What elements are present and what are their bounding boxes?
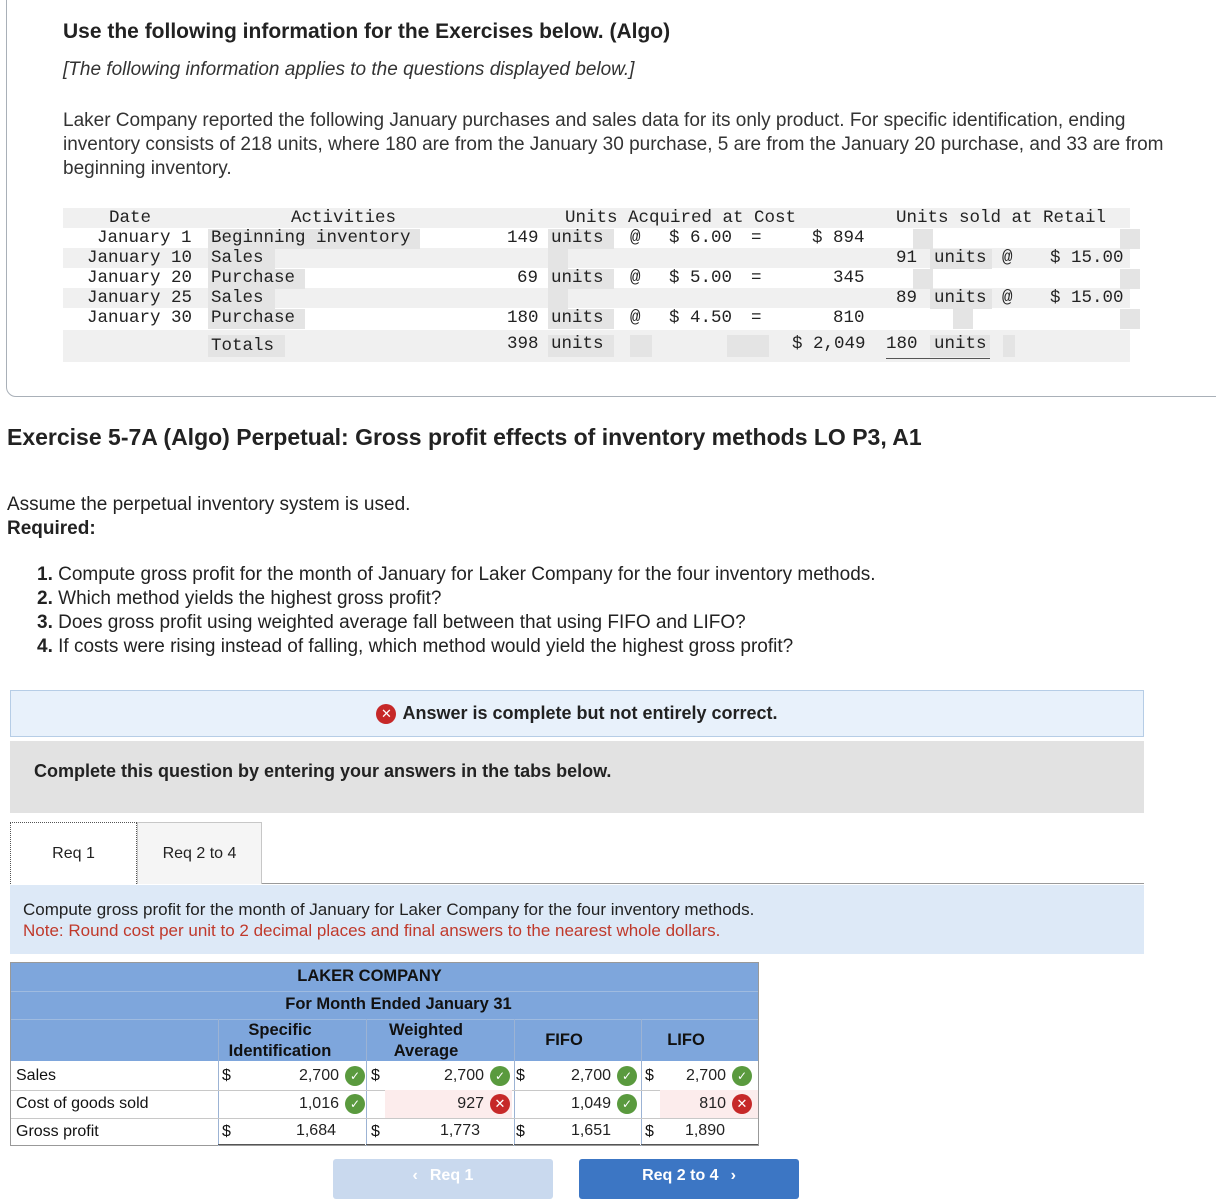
currency-sign: $ [516,1123,525,1140]
activity-cell: Sales [211,248,264,268]
col-fifo: FIFO [545,1031,583,1049]
row-label-sales: Sales [16,1067,57,1084]
at-sign: @ [1002,248,1013,268]
col-lifo: LIFO [667,1031,705,1049]
retail-cell: $ 15.00 [1050,288,1124,308]
info-intro: Laker Company reported the following January purchases and sales data for its only product. For specific identification, ending inventory consists of 218 units, where 180 are from the January 30 purchase, 5 are from the January 20 purchase, and 33 are from beginning inventory. [63,110,1164,179]
header-units-acquired: Units Acquired at Cost [565,208,797,228]
requirement-item: 4. If costs were rising instead of falling, which method would yield the highest gross profit? [37,636,794,657]
at-sign: @ [630,228,641,248]
retail-cell: $ 15.00 [1050,248,1124,268]
requirement-item: 3. Does gross profit using weighted average fall between that using FIFO and LIFO? [37,612,746,633]
date-cell: January 25 [87,288,193,308]
currency-sign: $ [222,1123,231,1140]
units-cell: 149 [507,228,539,248]
check-icon: ✓ [617,1066,637,1086]
totals-total: $ 2,049 [792,334,866,354]
tab-label: Req 2 to 4 [162,844,237,862]
check-icon: ✓ [490,1066,510,1086]
cogs-specific-input[interactable]: 1,016 ✓ [241,1093,365,1115]
currency-sign: $ [645,1067,654,1084]
gp-fifo-value: 1,651 [570,1122,611,1139]
next-req-label: Req 2 to 4 [642,1167,719,1184]
cost-cell: $ 4.50 [669,308,733,328]
period-label: For Month Ended January 31 [285,995,512,1013]
currency-sign: $ [371,1123,380,1140]
activity-cell: Purchase [211,308,296,328]
exercise-title: Exercise 5-7A (Algo) Perpetual: Gross profit effects of inventory methods LO P3, A1 [7,424,922,450]
sales-weighted-input[interactable]: 2,700 ✓ [386,1065,510,1087]
currency-sign: $ [371,1067,380,1084]
equals-sign: = [751,308,762,328]
units-label: units [551,268,604,288]
check-icon: ✓ [345,1094,365,1114]
currency-sign: $ [222,1067,231,1084]
chevron-right-icon: › [730,1167,736,1184]
compute-text: Compute gross profit for the month of January for Laker Company for the four inventory methods. [23,900,755,919]
info-title: Use the following information for the Exercises below. (Algo) [63,20,671,43]
equals-sign: = [751,228,762,248]
cogs-lifo-input[interactable]: 810 ✕ [657,1093,752,1115]
sold-units-cell: 91 [896,248,918,268]
tab-req-2-to-4[interactable] [137,822,262,884]
sales-fifo-input[interactable]: 2,700 ✓ [531,1065,637,1087]
units-cell: 69 [517,268,539,288]
sold-units-label: units [934,248,987,268]
x-circle-icon: ✕ [490,1094,510,1114]
header-date: Date [109,208,152,228]
next-req-button[interactable] [579,1159,799,1199]
gp-specific-value: 1,684 [295,1122,336,1139]
check-icon: ✓ [732,1066,752,1086]
currency-sign: $ [645,1123,654,1140]
date-cell: January 10 [87,248,193,268]
equals-sign: = [751,268,762,288]
cost-cell: $ 6.00 [669,228,733,248]
units-label: units [551,308,604,328]
totals-sold-units: 180 [886,334,918,354]
chevron-left-icon: ‹ [412,1167,418,1184]
requirement-item: 2. Which method yields the highest gross profit? [37,588,442,609]
at-sign: @ [1002,288,1013,308]
assume-text: Assume the perpetual inventory system is used. [7,494,411,515]
activity-cell: Sales [211,288,264,308]
info-subtitle: [The following information applies to the questions displayed below.] [63,59,635,80]
totals-label: Totals [211,336,275,356]
instructions-box [10,741,1144,813]
cost-cell: $ 5.00 [669,268,733,288]
sales-specific-input[interactable]: 2,700 ✓ [241,1065,365,1087]
sold-units-label: units [934,288,987,308]
totals-units: 398 [507,334,539,354]
x-circle-icon: ✕ [732,1094,752,1114]
totals-sold-label: units [934,334,987,354]
company-name: LAKER COMPANY [297,967,442,985]
date-cell: January 20 [87,268,193,288]
totals-units-label: units [551,334,604,354]
gp-lifo-value: 1,890 [684,1122,725,1139]
gp-weighted-value: 1,773 [439,1122,480,1139]
answer-status-text: Answer is complete but not entirely correct. [402,703,778,723]
col-specific-identification: Specific Identification [228,1021,332,1060]
col-weighted-average: Weighted Average [389,1021,463,1060]
check-icon: ✓ [617,1094,637,1114]
units-label: units [551,228,604,248]
required-label: Required: [7,518,96,539]
sales-lifo-input[interactable]: 2,700 ✓ [657,1065,752,1087]
compute-note: Note: Round cost per unit to 2 decimal places and final answers to the nearest whole dollars. [23,921,721,940]
instructions-text: Complete this question by entering your answers in the tabs below. [34,761,612,781]
header-activities: Activities [291,208,397,228]
total-cell: $ 894 [812,228,865,248]
sold-units-cell: 89 [896,288,918,308]
currency-sign: $ [516,1067,525,1084]
at-sign: @ [630,308,641,328]
compute-instructions [10,885,1144,954]
prev-req-label: Req 1 [429,1167,474,1184]
at-sign: @ [630,268,641,288]
units-cell: 180 [507,308,539,328]
answer-status-banner [10,690,1144,737]
cogs-fifo-input[interactable]: 1,049 ✓ [531,1093,637,1115]
cogs-weighted-input[interactable]: 927 ✕ [386,1093,510,1115]
total-cell: 810 [833,308,865,328]
header-units-sold: Units sold at Retail [896,208,1107,228]
requirements-list [37,563,876,659]
check-icon: ✓ [345,1066,365,1086]
date-cell: January 1 [97,228,192,248]
requirement-item: 1. Compute gross profit for the month of January for Laker Company for the four inventory methods. [37,564,876,585]
gross-profit-grid [10,962,759,1146]
tab-label: Req 1 [52,844,95,862]
activity-cell: Beginning inventory [211,228,411,248]
date-cell: January 30 [87,308,193,328]
row-label-cogs: Cost of goods sold [16,1095,149,1112]
total-cell: 345 [833,268,865,288]
prev-req-button[interactable] [333,1159,553,1199]
tab-req-1[interactable] [10,822,137,884]
activity-cell: Purchase [211,268,296,288]
x-circle-icon: ✕ [376,704,396,724]
row-label-gross-profit: Gross profit [16,1123,99,1140]
